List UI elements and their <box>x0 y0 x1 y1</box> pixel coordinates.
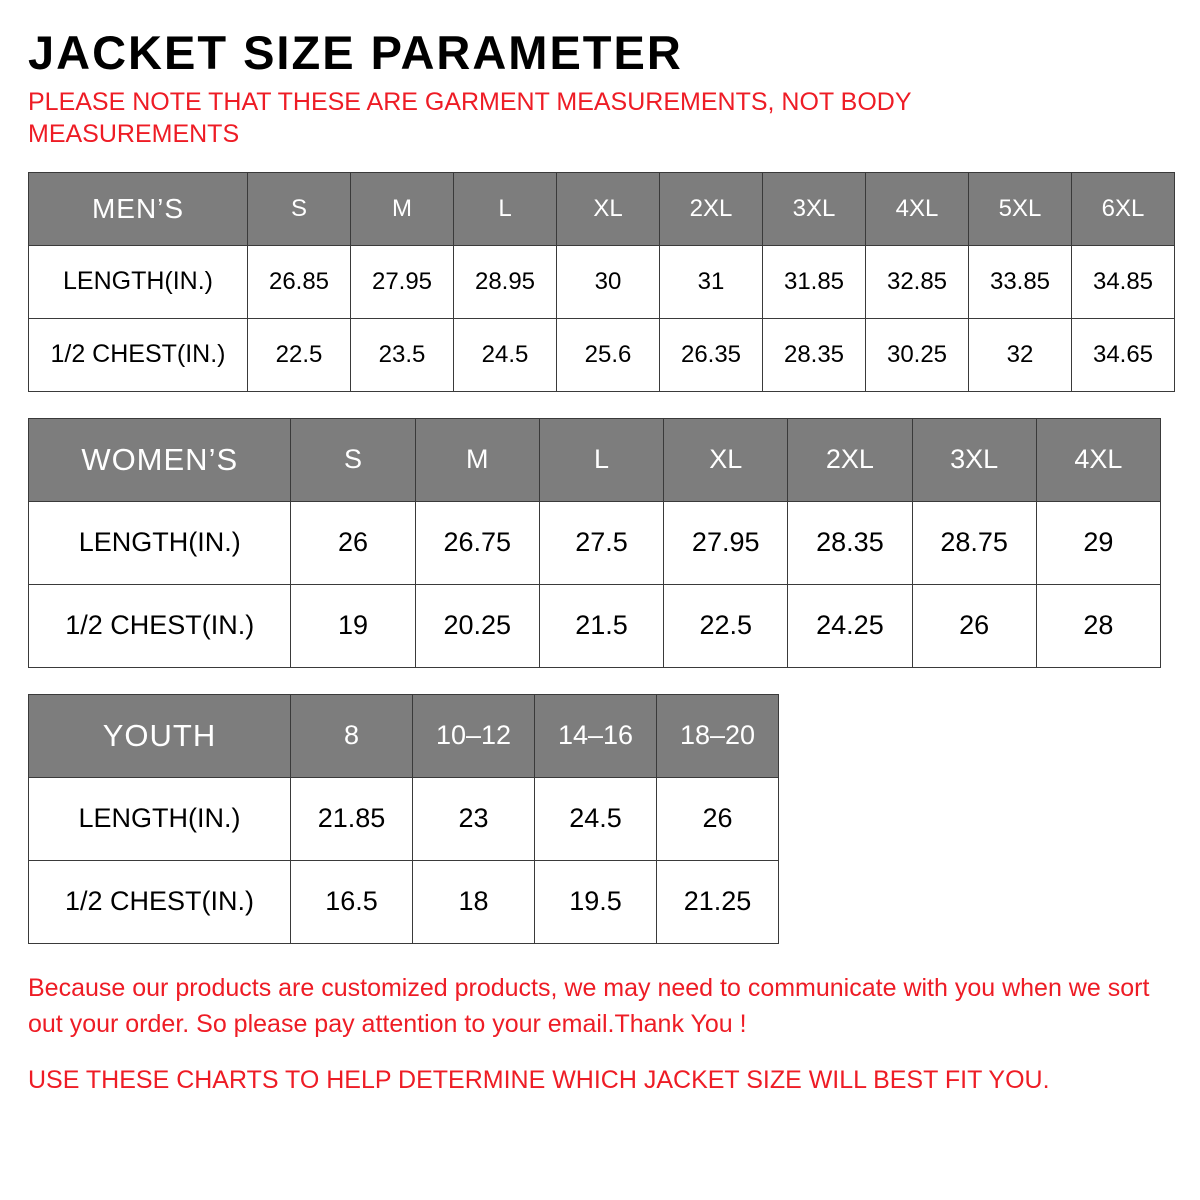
cell-value: 31 <box>660 245 763 318</box>
cell-value: 34.85 <box>1072 245 1175 318</box>
size-header: 8 <box>291 694 413 777</box>
table-row <box>29 777 779 860</box>
category-label: WOMEN’S <box>29 418 291 501</box>
table-header-row <box>29 694 779 777</box>
cell-value: 32 <box>969 318 1072 391</box>
row-label: LENGTH(IN.) <box>29 245 248 318</box>
size-header: XL <box>557 172 660 245</box>
category-label: MEN’S <box>29 172 248 245</box>
size-header: M <box>351 172 454 245</box>
size-header: 3XL <box>912 418 1036 501</box>
size-header: 4XL <box>1036 418 1160 501</box>
measurement-note: PLEASE NOTE THAT THESE ARE GARMENT MEASUREMENTS, NOT BODY MEASUREMENTS <box>28 88 912 148</box>
cell-value: 30 <box>557 245 660 318</box>
table-row <box>29 318 1175 391</box>
size-header: 2XL <box>660 172 763 245</box>
cell-value: 21.25 <box>657 860 779 943</box>
page-title: JACKET SIZE PARAMETER <box>28 26 683 79</box>
size-header: 10–12 <box>413 694 535 777</box>
cell-value: 24.5 <box>535 777 657 860</box>
table-row <box>29 245 1175 318</box>
size-header: 6XL <box>1072 172 1175 245</box>
table-header-row <box>29 418 1161 501</box>
size-header: L <box>539 418 663 501</box>
cell-value: 26 <box>291 501 415 584</box>
row-label: 1/2 CHEST(IN.) <box>29 860 291 943</box>
footer-note-charts: USE THESE CHARTS TO HELP DETERMINE WHICH JACKET SIZE WILL BEST FIT YOU. <box>28 1066 1050 1095</box>
row-label: 1/2 CHEST(IN.) <box>29 584 291 667</box>
footer-note-customization: Because our products are customized products, we may need to communicate with you when we sort out your order. So please pay attention to your email.Thank You ! <box>28 973 1150 1039</box>
size-header: 14–16 <box>535 694 657 777</box>
size-header: M <box>415 418 539 501</box>
category-label: YOUTH <box>29 694 291 777</box>
cell-value: 21.85 <box>291 777 413 860</box>
table-row <box>29 860 779 943</box>
cell-value: 27.5 <box>539 501 663 584</box>
table-row <box>29 584 1161 667</box>
row-label: 1/2 CHEST(IN.) <box>29 318 248 391</box>
cell-value: 28.95 <box>454 245 557 318</box>
youth-size-table <box>28 694 779 944</box>
cell-value: 22.5 <box>664 584 788 667</box>
cell-value: 18 <box>413 860 535 943</box>
size-header: 5XL <box>969 172 1072 245</box>
size-header: S <box>291 418 415 501</box>
cell-value: 26.75 <box>415 501 539 584</box>
cell-value: 22.5 <box>248 318 351 391</box>
cell-value: 26.85 <box>248 245 351 318</box>
cell-value: 19.5 <box>535 860 657 943</box>
size-header: 4XL <box>866 172 969 245</box>
cell-value: 26.35 <box>660 318 763 391</box>
cell-value: 25.6 <box>557 318 660 391</box>
cell-value: 26 <box>657 777 779 860</box>
mens-size-table <box>28 172 1175 392</box>
cell-value: 24.5 <box>454 318 557 391</box>
size-header: 3XL <box>763 172 866 245</box>
size-header: L <box>454 172 557 245</box>
cell-value: 21.5 <box>539 584 663 667</box>
cell-value: 26 <box>912 584 1036 667</box>
cell-value: 28 <box>1036 584 1160 667</box>
table-header-row <box>29 172 1175 245</box>
cell-value: 32.85 <box>866 245 969 318</box>
cell-value: 27.95 <box>351 245 454 318</box>
cell-value: 33.85 <box>969 245 1072 318</box>
cell-value: 29 <box>1036 501 1160 584</box>
cell-value: 31.85 <box>763 245 866 318</box>
womens-size-table <box>28 418 1161 668</box>
size-header: S <box>248 172 351 245</box>
cell-value: 24.25 <box>788 584 912 667</box>
cell-value: 16.5 <box>291 860 413 943</box>
row-label: LENGTH(IN.) <box>29 777 291 860</box>
cell-value: 28.35 <box>763 318 866 391</box>
cell-value: 27.95 <box>664 501 788 584</box>
footer-notes <box>28 970 1172 1099</box>
cell-value: 23 <box>413 777 535 860</box>
cell-value: 34.65 <box>1072 318 1175 391</box>
cell-value: 19 <box>291 584 415 667</box>
cell-value: 28.75 <box>912 501 1036 584</box>
table-row <box>29 501 1161 584</box>
cell-value: 28.35 <box>788 501 912 584</box>
row-label: LENGTH(IN.) <box>29 501 291 584</box>
size-header: 2XL <box>788 418 912 501</box>
cell-value: 30.25 <box>866 318 969 391</box>
size-header: XL <box>664 418 788 501</box>
cell-value: 23.5 <box>351 318 454 391</box>
size-header: 18–20 <box>657 694 779 777</box>
cell-value: 20.25 <box>415 584 539 667</box>
